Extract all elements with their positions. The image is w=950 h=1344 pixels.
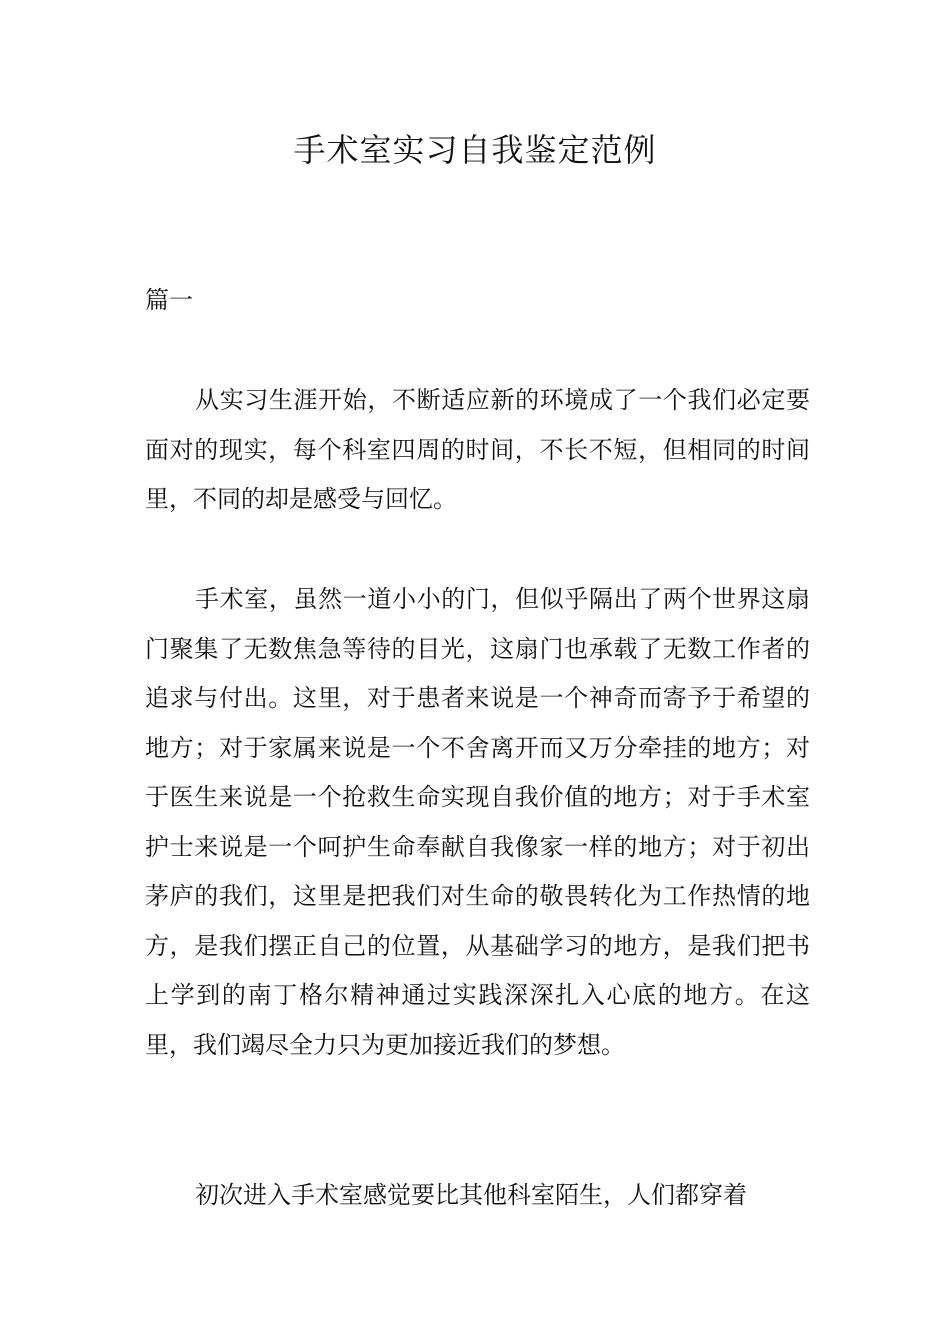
section-label: 篇一	[145, 286, 193, 314]
body-paragraph-1: 从实习生涯开始，不断适应新的环境成了一个我们必定要面对的现实，每个科室四周的时间，不长不短，但相同的时间里，不同的却是感受与回忆。	[145, 386, 810, 513]
document-title: 手术室实习自我鉴定范例	[293, 131, 657, 169]
body-paragraph-3: 初次进入手术室感觉要比其他科室陌生，人们都穿着	[195, 1181, 747, 1209]
body-paragraph-2: 手术室，虽然一道小小的门，但似乎隔出了两个世界这扇门聚集了无数焦急等待的目光，这扇门也承载了无数工作者的追求与付出。这里，对于患者来说是一个神奇而寄予于希望的地方；对于家属来说是一个不舍离开而又万分牵挂的地方；对于医生来说是一个抢救生命实现自我价值的地方；对于手术室护士来说是一个呵护生命奉献自我像家一样的地方；对于初出茅庐的我们，这里是把我们对生命的敬畏转化为工作热情的地方，是我们摆正自己的位置，从基础学习的地方，是我们把书上学到的南丁格尔精神通过实践深深扎入心底的地方。在这里，我们竭尽全力只为更加接近我们的梦想。	[145, 585, 810, 1059]
